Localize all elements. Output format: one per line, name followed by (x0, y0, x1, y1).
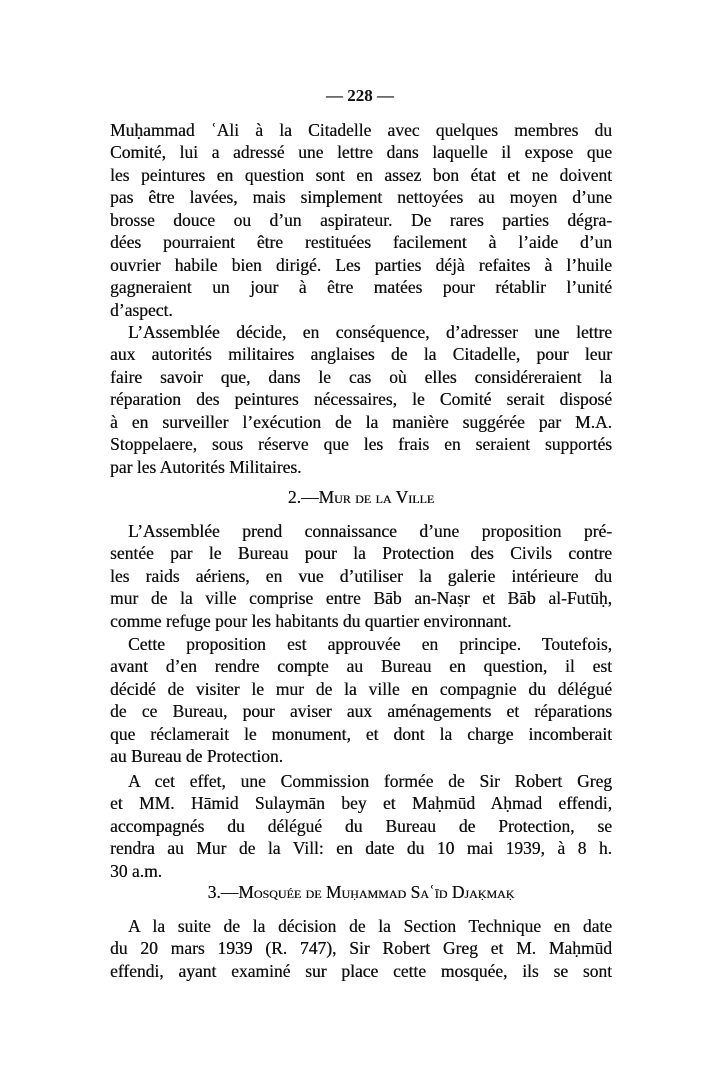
text-line: gagneraient un jour à être matées pour rétablir l’unité (110, 277, 612, 298)
text-line: rendra au Mur de la Vill: en date du 10 mai 1939, à 8 h. (110, 838, 612, 859)
text-line: effendi, ayant examiné sur place cette mosquée, ils se sont (110, 960, 612, 981)
text-line: sentée par le Bureau pour la Protection des Civils contre (110, 543, 612, 564)
text-line: pas être lavées, mais simplement nettoyées au moyen d’une (110, 187, 612, 208)
text-line: dées pourraient être restituées facilement à l’aide d’un (110, 232, 612, 253)
section-heading: 3.—Mosquée de Muḥammad Saʿīd Djaḳmaḳ (207, 882, 515, 902)
text-line: mur de la ville comprise entre Bāb an-Naṣr et Bāb al-Futūḥ, (110, 588, 612, 609)
text-line: à en surveiller l’exécution de la manière suggérée par M.A. (110, 411, 612, 432)
text-line: Comité, lui a adressé une lettre dans laquelle il expose que (110, 142, 612, 163)
text-line: réparation des peintures nécessaires, le Comité serait disposé (110, 389, 612, 410)
text-line: du 20 mars 1939 (R. 747), Sir Robert Greg et M. Maḥmūd (110, 938, 612, 959)
text-line: Cette proposition est approuvée en principe. Toutefois, (128, 634, 612, 654)
text-line: faire savoir que, dans le cas où elles considéreraient la (110, 366, 612, 387)
text-line: Muḥammad ʿAli à la Citadelle avec quelques membres du (110, 120, 612, 140)
page-number: — 228 — (326, 86, 394, 105)
section-heading: 2.—Mur de la Ville (287, 487, 435, 507)
text-line: avant d’en rendre compte au Bureau en question, il est (110, 656, 612, 677)
text-line: aux autorités militaires anglaises de la Citadelle, pour leur (110, 344, 612, 365)
text-line: brosse douce ou d’un aspirateur. De rares parties dégra- (110, 209, 612, 230)
text-line: de ce Bureau, pour aviser aux aménagements et réparations (110, 701, 612, 722)
text-line: les raids aériens, en vue d’utiliser la galerie intérieure du (110, 565, 612, 586)
text-line: comme refuge pour les habitants du quartier environnant. (110, 610, 512, 631)
text-line: L’Assemblée prend connaissance d’une proposition pré- (128, 521, 612, 541)
text-line: A la suite de la décision de la Section Technique en date (128, 916, 612, 936)
text-line: décidé de visiter le mur de la ville en compagnie du délégué (110, 678, 612, 699)
text-line: ouvrier habile bien dirigé. Les parties déjà refaites à l’huile (110, 254, 612, 275)
text-line: L’Assemblée décide, en conséquence, d’adresser une lettre (128, 322, 612, 342)
text-line: d’aspect. (110, 299, 173, 320)
text-line: et MM. Hāmid Sulaymān bey et Maḥmūd Aḥmad effendi, (110, 793, 612, 814)
text-line: les peintures en question sont en assez bon état et ne doivent (110, 164, 612, 185)
text-line: A cet effet, une Commission formée de Sir Robert Greg (128, 771, 612, 791)
text-line: 30 a.m. (110, 860, 163, 881)
text-line: au Bureau de Protection. (110, 746, 284, 767)
text-line: que réclamerait le monument, et dont la charge incomberait (110, 723, 612, 744)
text-line: Stoppelaere, sous réserve que les frais en seraient supportés (110, 434, 612, 455)
text-line: par les Autorités Militaires. (110, 456, 302, 477)
text-line: accompagnés du délégué du Bureau de Protection, se (110, 815, 612, 836)
